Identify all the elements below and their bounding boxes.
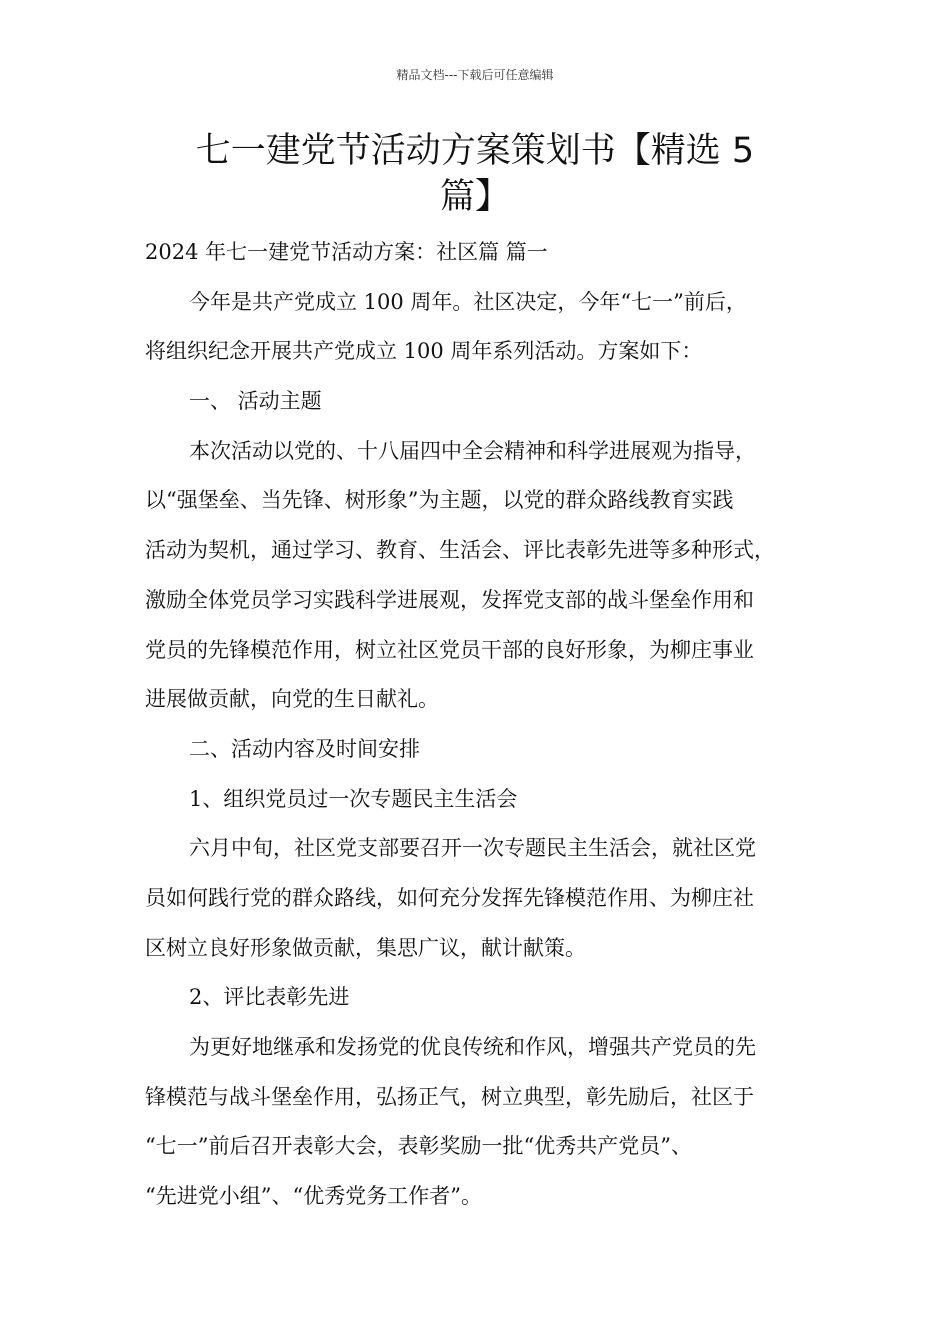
document-title [140, 128, 810, 220]
text-line: 激励全体党员学习实践科学进展观，发挥党支部的战斗堡垒作用和 [145, 587, 754, 612]
title-line: 篇】 [439, 177, 510, 217]
text-line: 2、评比表彰先进 [189, 985, 350, 1010]
text-line: “七一”前后召开表彰大会，表彰奖励一批“优秀共产党员”、 [145, 1134, 692, 1159]
text-line: “先进党小组”、“优秀党务工作者”。 [145, 1184, 482, 1209]
text-line: 将组织纪念开展共产党成立 100 周年系列活动。方案如下： [145, 339, 703, 364]
title-line: 七一建党节活动方案策划书【精选 5 [195, 131, 755, 171]
header-note: 精品文档---下载后可任意编辑 [396, 68, 554, 82]
text-line: 区树立良好形象做贡献，集思广议，献计献策。 [145, 935, 586, 960]
document-body [145, 232, 815, 1226]
text-line: 员如何践行党的群众路线，如何充分发挥先锋模范作用、为柳庄社 [145, 885, 754, 910]
text-line: 2024 年七一建党节活动方案：社区篇 篇一 [145, 240, 548, 264]
text-line: 六月中旬，社区党支部要召开一次专题民主生活会，就社区党 [189, 836, 756, 861]
text-line: 本次活动以党的、十八届四中全会精神和科学进展观为指导， [189, 438, 756, 463]
text-line: 二、活动内容及时间安排 [189, 736, 420, 761]
text-line: 为更好地继承和发扬党的优良传统和作风，增强共产党员的先 [189, 1035, 756, 1059]
text-line: 锋模范与战斗堡垒作用，弘扬正气，树立典型，彰先励后，社区于 [145, 1084, 754, 1109]
text-line: 党员的先锋模范作用，树立社区党员干部的良好形象，为柳庄事业 [145, 637, 754, 662]
text-line: 今年是共产党成立 100 周年。社区决定，今年“七一”前后， [189, 289, 747, 314]
text-line: 活动为契机，通过学习、教育、生活会、评比表彰先进等多种形式， [145, 538, 775, 563]
text-line: 一、 活动主题 [189, 389, 322, 414]
text-line: 1、组织党员过一次专题民主生活会 [189, 786, 518, 811]
text-line: 进展做贡献，向党的生日献礼。 [145, 687, 439, 712]
text-line: 以“强堡垒、当先锋、树形象”为主题，以党的群众路线教育实践 [145, 488, 734, 513]
